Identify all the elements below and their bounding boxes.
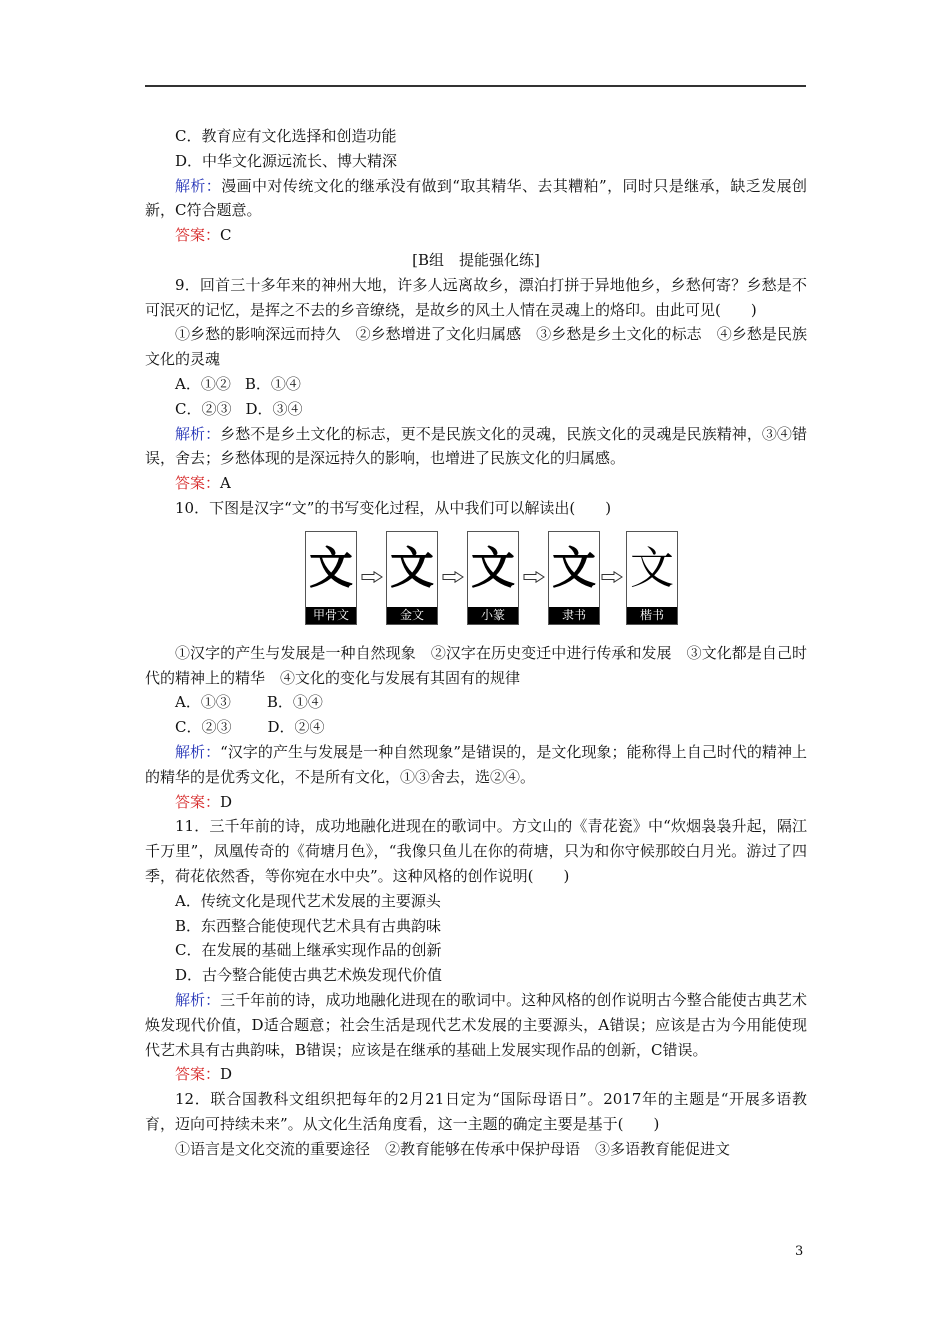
stage-caption: 金文 xyxy=(387,607,437,624)
regular-glyph: 文 xyxy=(630,543,674,595)
q9-option-c: C．②③ xyxy=(175,399,232,418)
stage-card-regular xyxy=(626,531,678,625)
q8-answer xyxy=(145,223,807,248)
q10-options-row-1 xyxy=(145,690,807,715)
analysis-label: 解析： xyxy=(175,176,222,195)
page-number: 3 xyxy=(795,1244,804,1259)
q10-stem: 10．下图是汉字“文”的书写变化过程，从中我们可以解读出( ) xyxy=(175,498,612,517)
q10-answer xyxy=(145,790,807,815)
q11-option-a: A．传统文化是现代艺术发展的主要源头 xyxy=(175,891,441,910)
q8-option-c: C．教育应有文化选择和创造功能 xyxy=(175,127,397,145)
q11-option-b: B．东西整合能使现代艺术具有古典韵味 xyxy=(175,916,442,935)
q9-options-row-2 xyxy=(145,397,807,422)
q9-answer xyxy=(145,471,807,496)
answer-label: 答案： xyxy=(175,226,221,245)
bronze-glyph: 文 xyxy=(390,543,434,595)
clerical-glyph: 文 xyxy=(552,543,596,595)
answer-value: D xyxy=(220,792,233,811)
q9-analysis xyxy=(145,422,807,472)
section-title: [B组 提能强化练] xyxy=(412,250,540,269)
q10-option-d: D．②④ xyxy=(267,718,325,737)
q9-stem: 9．回首三十多年来的神州大地，许多人远离故乡，漂泊打拼于异地他乡，乡愁何寄？乡愁是不可泯灭的记忆，是挥之不去的乡音缭绕，是故乡的风土人情在灵魂上的烙印。由此可见( ) xyxy=(145,275,807,319)
stage-card-bronze xyxy=(386,531,438,625)
oracle-bone-glyph: 文 xyxy=(309,543,353,595)
analysis-label: 解析： xyxy=(175,990,221,1009)
arrow-right-icon xyxy=(523,571,545,583)
small-seal-glyph: 文 xyxy=(471,543,515,595)
q9-statements: ①乡愁的影响深远而持久 ②乡愁增进了文化归属感 ③乡愁是乡土文化的标志 ④乡愁是民族文化的灵魂 xyxy=(145,325,807,369)
arrow-right-icon xyxy=(601,571,623,583)
stage-card-clerical xyxy=(548,531,600,625)
q10-option-b: B．①④ xyxy=(266,693,323,712)
answer-value: C xyxy=(220,226,232,245)
arrow-right-icon xyxy=(361,571,383,583)
q10-option-a: A．①③ xyxy=(175,693,231,712)
q11-answer xyxy=(145,1062,807,1087)
analysis-label: 解析： xyxy=(175,742,221,761)
header-rule xyxy=(145,85,806,87)
analysis-text: 漫画中对传统文化的继承没有做到“取其精华、去其糟粕”，同时只是继承，缺乏发展创新，C符合题意。 xyxy=(145,176,807,220)
page-content xyxy=(145,124,807,1161)
q11-stem: 11．三千年前的诗，成功地融化进现在的歌词中。方文山的《青花瓷》中“炊烟袅袅升起，隔江千万里”，凤凰传奇的《荷塘月色》，“我像只鱼儿在你的荷塘，只为和你守候那皎白月光。游过了四季，荷花依然香，等你宛在水中央”。这种风格的创作说明( ) xyxy=(145,817,807,885)
answer-label: 答案： xyxy=(175,792,221,811)
q9-option-a: A．①② xyxy=(175,374,231,393)
arrow-right-icon xyxy=(442,571,464,583)
answer-label: 答案： xyxy=(175,474,221,493)
q8-option-d: D．中华文化源远流长、博大精深 xyxy=(175,151,398,170)
stage-card-small-seal xyxy=(467,531,519,625)
q11-option-c: C．在发展的基础上继承实现作品的创新 xyxy=(175,941,442,960)
stage-card-oracle-bone xyxy=(305,531,357,625)
stage-caption: 小篆 xyxy=(468,607,518,624)
q9-option-b: B．①④ xyxy=(244,374,301,393)
q9-option-d: D．③④ xyxy=(245,399,303,418)
analysis-text: 三千年前的诗，成功地融化进现在的歌词中。这种风格的创作说明古今整合能使古典艺术焕发现代价值，D适合题意；社会生活是现代艺术发展的主要源头，A错误；应该是古为今用能使现代艺术具有古典韵味，B错误；应该是在继承的基础上发展实现作品的创新，C错误。 xyxy=(145,990,807,1059)
q12-stem: 12．联合国教科文组织把每年的2月21日定为“国际母语日”。2017年的主题是“开展多语教育，迈向可持续未来”。从文化生活角度看，这一主题的确定主要是基于( ) xyxy=(145,1090,807,1133)
q12-statements: ①语言是文化交流的重要途径 ②教育能够在传承中保护母语 ③多语教育能促进文 xyxy=(175,1139,731,1158)
q10-options-row-2 xyxy=(145,715,807,740)
q11-analysis xyxy=(145,988,807,1062)
q9-options-row-1 xyxy=(145,372,807,397)
analysis-label: 解析： xyxy=(175,424,221,443)
q10-option-c: C．②③ xyxy=(175,718,232,737)
stage-caption: 隶书 xyxy=(549,607,599,624)
analysis-text: “汉字的产生与发展是一种自然现象”是错误的，是文化现象；能称得上自己时代的精神上的精华的是优秀文化，不是所有文化，①③舍去，选②④。 xyxy=(145,742,807,786)
answer-value: D xyxy=(220,1065,233,1084)
analysis-text: 乡愁不是乡土文化的标志，更不是民族文化的灵魂，民族文化的灵魂是民族精神，③④错误，舍去；乡愁体现的是深远持久的影响，也增进了民族文化的归属感。 xyxy=(145,424,807,468)
q10-analysis xyxy=(145,740,807,790)
stage-caption: 楷书 xyxy=(627,607,677,624)
stage-caption: 甲骨文 xyxy=(306,607,356,624)
answer-label: 答案： xyxy=(175,1065,221,1084)
q11-option-d: D．古今整合能使古典艺术焕发现代价值 xyxy=(175,966,443,985)
script-evolution-figure xyxy=(145,527,807,635)
answer-value: A xyxy=(220,474,231,493)
q8-analysis xyxy=(145,174,807,224)
q10-statements: ①汉字的产生与发展是一种自然现象 ②汉字在历史变迁中进行传承和发展 ③文化都是自己时代的精神上的精华 ④文化的变化与发展有其固有的规律 xyxy=(145,643,807,687)
